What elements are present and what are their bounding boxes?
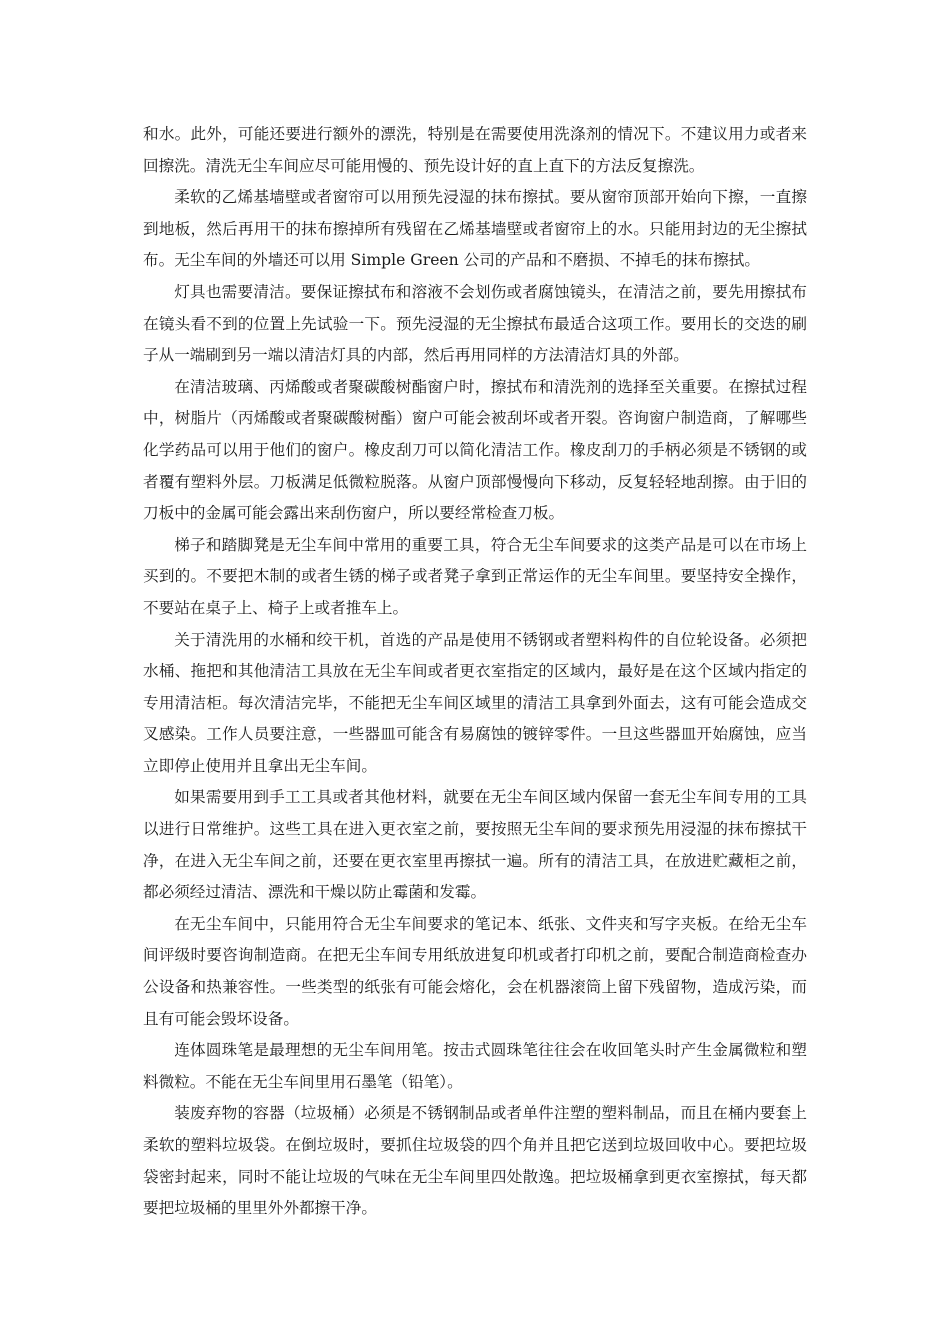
paragraph: 装废弃物的容器（垃圾桶）必须是不锈钢制品或者单件注塑的塑料制品，而且在桶内要套上柔软的塑料垃圾袋。在倒垃圾时，要抓住垃圾袋的四个角并且把它送到垃圾回收中心。要把垃圾袋密封起来，同时不能让垃圾的气味在无尘车间里四处散逸。把垃圾桶拿到更衣室擦拭，每天都要把垃圾桶的里里外外都擦干净。: [143, 1104, 807, 1218]
paragraph: 柔软的乙烯基墙壁或者窗帘可以用预先浸湿的抹布擦拭。要从窗帘顶部开始向下擦，一直擦到地板，然后再用干的抹布擦掉所有残留在乙烯基墙壁或者窗帘上的水。只能用封边的无尘擦拭布。无尘车间的外墙还可以用 Simple Green 公司的产品和不磨损、不掉毛的抹布擦拭。: [143, 188, 807, 270]
paragraph: 关于清洗用的水桶和绞干机，首选的产品是使用不锈钢或者塑料构件的自位轮设备。必须把水桶、拖把和其他清洁工具放在无尘车间或者更衣室指定的区域内，最好是在这个区域内指定的专用清洁柜。每次清洁完毕，不能把无尘车间区域里的清洁工具拿到外面去，这有可能会造成交叉感染。工作人员要注意，一些器皿可能含有易腐蚀的镀锌零件。一旦这些器皿开始腐蚀，应当立即停止使用并且拿出无尘车间。: [143, 630, 807, 775]
document-body: [143, 119, 807, 1225]
paragraph: 在无尘车间中，只能用符合无尘车间要求的笔记本、纸张、文件夹和写字夹板。在给无尘车间评级时要咨询制造商。在把无尘车间专用纸放进复印机或者打印机之前，要配合制造商检查办公设备和热兼容性。一些类型的纸张有可能会熔化，会在机器滚筒上留下残留物，造成污染，而且有可能会毁坏设备。: [143, 914, 807, 1028]
paragraph: 连体圆珠笔是最理想的无尘车间用笔。按击式圆珠笔往往会在收回笔头时产生金属微粒和塑料微粒。不能在无尘车间里用石墨笔（铅笔）。: [143, 1041, 807, 1091]
paragraph: 在清洁玻璃、丙烯酸或者聚碳酸树酯窗户时，擦拭布和清洗剂的选择至关重要。在擦拭过程中，树脂片（丙烯酸或者聚碳酸树酯）窗户可能会被刮坏或者开裂。咨询窗户制造商，了解哪些化学药品可以用于他们的窗户。橡皮刮刀可以简化清洁工作。橡皮刮刀的手柄必须是不锈钢的或者覆有塑料外层。刀板满足低微粒脱落。从窗户顶部慢慢向下移动，反复轻轻地刮擦。由于旧的刀板中的金属可能会露出来刮伤窗户，所以要经常检查刀板。: [143, 377, 807, 523]
paragraph-continued: 和水。此外，可能还要进行额外的漂洗，特别是在需要使用洗涤剂的情况下。不建议用力或者来回擦洗。清洗无尘车间应尽可能用慢的、预先设计好的直上直下的方法反复擦洗。: [143, 125, 807, 175]
paragraph: 灯具也需要清洁。要保证擦拭布和溶液不会划伤或者腐蚀镜头，在清洁之前，要先用擦拭布在镜头看不到的位置上先试验一下。预先浸湿的无尘擦拭布最适合这项工作。要用长的交迭的刷子从一端刷到另一端以清洁灯具的内部，然后再用同样的方法清洁灯具的外部。: [143, 282, 807, 365]
paragraph: 梯子和踏脚凳是无尘车间中常用的重要工具，符合无尘车间要求的这类产品是可以在市场上买到的。不要把木制的或者生锈的梯子或者凳子拿到正常运作的无尘车间里。要坚持安全操作，不要站在桌子上、椅子上或者推车上。: [143, 535, 807, 617]
paragraph: 如果需要用到手工工具或者其他材料，就要在无尘车间区域内保留一套无尘车间专用的工具以进行日常维护。这些工具在进入更衣室之前，要按照无尘车间的要求预先用浸湿的抹布擦拭干净，在进入无尘车间之前，还要在更衣室里再擦拭一遍。所有的清洁工具，在放进贮藏柜之前，都必须经过清洁、漂洗和干燥以防止霉菌和发霉。: [143, 788, 807, 902]
